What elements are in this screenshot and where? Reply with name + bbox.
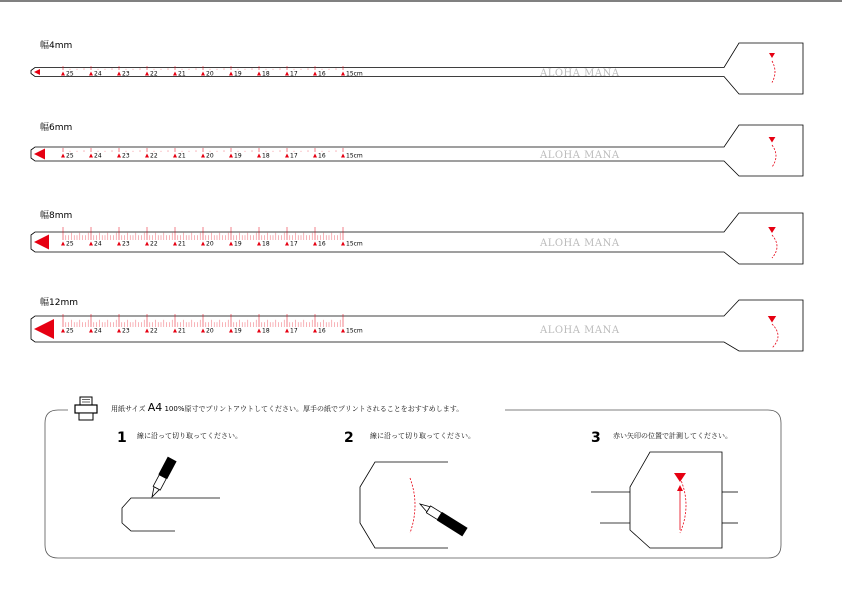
instruction-header bbox=[111, 401, 463, 414]
printer-icon bbox=[75, 397, 97, 420]
size-label: 19 bbox=[234, 152, 242, 160]
print-instruction: 100%原寸でプリントアウトしてください。厚手の紙でプリントされることをおすすめします。 bbox=[164, 405, 464, 413]
paper-size-label: 用紙サイズ bbox=[111, 405, 146, 413]
size-label: 25 bbox=[66, 70, 74, 78]
size-label: 25 bbox=[66, 152, 74, 160]
size-label: 18 bbox=[262, 240, 270, 248]
size-label: 22 bbox=[150, 240, 158, 248]
size-label: 20 bbox=[206, 240, 214, 248]
step-3-text: 赤い矢印の位置で計測してください。 bbox=[613, 432, 732, 440]
size-label: 16 bbox=[318, 152, 326, 160]
size-label: 19 bbox=[234, 70, 242, 78]
brand-logo: ALOHA MANA bbox=[540, 325, 620, 336]
size-label: 23 bbox=[122, 152, 130, 160]
size-label: 15cm bbox=[346, 70, 363, 78]
instruction-panel bbox=[45, 397, 781, 558]
step-2-text: 線に沿って切り取ってください。 bbox=[370, 432, 475, 440]
size-label: 22 bbox=[150, 152, 158, 160]
ruler-strip bbox=[31, 296, 803, 351]
size-label: 19 bbox=[234, 240, 242, 248]
size-label: 20 bbox=[206, 327, 214, 335]
tab-outline bbox=[360, 462, 448, 548]
size-label: 17 bbox=[290, 240, 298, 248]
size-label: 18 bbox=[262, 152, 270, 160]
size-label: 17 bbox=[290, 70, 298, 78]
size-label: 16 bbox=[318, 70, 326, 78]
size-label: 24 bbox=[94, 152, 102, 160]
size-label: 24 bbox=[94, 327, 102, 335]
size-label: 20 bbox=[206, 152, 214, 160]
size-label: 23 bbox=[122, 327, 130, 335]
brand-logo: ALOHA MANA bbox=[540, 150, 620, 161]
size-label: 15cm bbox=[346, 240, 363, 248]
size-label: 23 bbox=[122, 70, 130, 78]
step-2-illustration bbox=[360, 462, 468, 548]
size-label: 16 bbox=[318, 240, 326, 248]
cutter-knife-icon bbox=[148, 457, 177, 500]
ruler-strip bbox=[31, 209, 803, 264]
size-label: 22 bbox=[150, 327, 158, 335]
size-label: 25 bbox=[66, 240, 74, 248]
step-1-illustration bbox=[122, 457, 220, 531]
size-label: 17 bbox=[290, 152, 298, 160]
size-label: 21 bbox=[178, 70, 186, 78]
cut-curve bbox=[410, 478, 415, 533]
strip-end-outline bbox=[122, 498, 220, 531]
size-label: 24 bbox=[94, 70, 102, 78]
cutter-knife-icon bbox=[417, 500, 467, 537]
brand-logo: ALOHA MANA bbox=[540, 68, 620, 79]
ruler-strip bbox=[31, 39, 803, 94]
size-label: 17 bbox=[290, 327, 298, 335]
size-label: 21 bbox=[178, 152, 186, 160]
size-label: 20 bbox=[206, 70, 214, 78]
size-label: 18 bbox=[262, 70, 270, 78]
size-label: 19 bbox=[234, 327, 242, 335]
size-label: 21 bbox=[178, 327, 186, 335]
size-label: 15cm bbox=[346, 327, 363, 335]
step-1-number: 1 bbox=[117, 430, 127, 446]
size-label: 22 bbox=[150, 70, 158, 78]
ruler-width-label: 幅12mm bbox=[40, 298, 78, 308]
size-label: 25 bbox=[66, 327, 74, 335]
brand-logo: ALOHA MANA bbox=[540, 238, 620, 249]
tab-outline bbox=[630, 452, 722, 548]
ruler-list bbox=[31, 39, 803, 351]
ruler-width-label: 幅4mm bbox=[40, 41, 73, 51]
step-3-number: 3 bbox=[591, 430, 601, 446]
ruler-width-label: 幅6mm bbox=[40, 123, 73, 133]
step-1-text: 線に沿って切り取ってください。 bbox=[137, 432, 242, 440]
size-label: 16 bbox=[318, 327, 326, 335]
step-3-illustration bbox=[591, 452, 738, 548]
ruler-strip bbox=[31, 121, 803, 176]
paper-size-a4: A4 bbox=[147, 401, 163, 414]
ruler-width-label: 幅8mm bbox=[40, 211, 73, 221]
size-label: 18 bbox=[262, 327, 270, 335]
size-label: 24 bbox=[94, 240, 102, 248]
step-2-number: 2 bbox=[344, 430, 354, 446]
size-label: 15cm bbox=[346, 152, 363, 160]
size-label: 21 bbox=[178, 240, 186, 248]
size-label: 23 bbox=[122, 240, 130, 248]
